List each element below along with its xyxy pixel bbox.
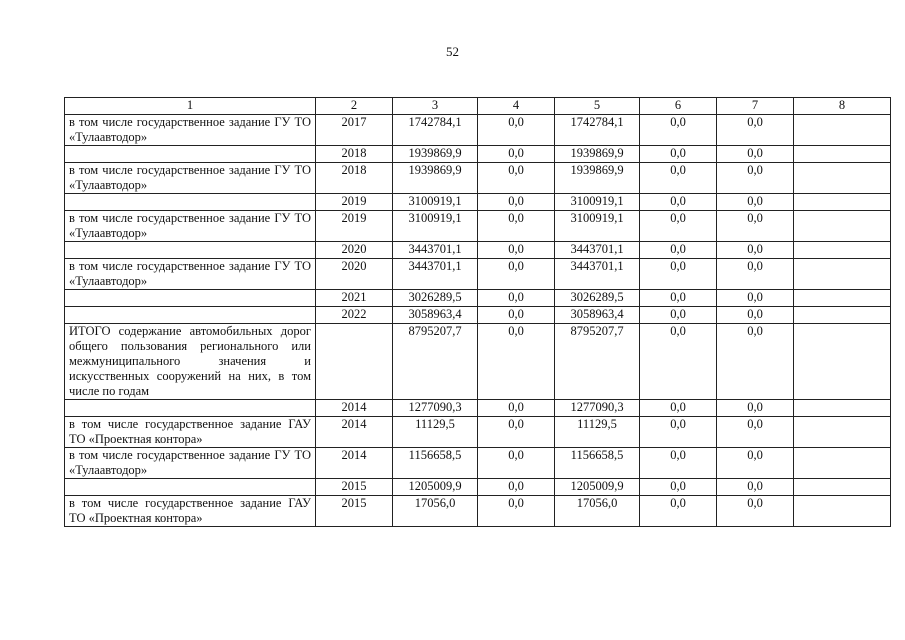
- table-row: [65, 290, 891, 307]
- row-description: в том числе государственное задание ГУ ТО «Тулаавтодор»: [65, 163, 316, 194]
- cell-col6: 0,0: [640, 211, 717, 242]
- column-number-row: [65, 98, 891, 115]
- cell-col6: 0,0: [640, 496, 717, 527]
- column-header-2: 2: [316, 98, 393, 115]
- cell-col7: 0,0: [717, 400, 794, 417]
- cell-col4: 0,0: [478, 259, 555, 290]
- table-row: [65, 400, 891, 417]
- cell-col7: 0,0: [717, 324, 794, 400]
- column-header-3: 3: [393, 98, 478, 115]
- row-year: 2019: [316, 194, 393, 211]
- row-year: [316, 324, 393, 400]
- row-description: [65, 146, 316, 163]
- cell-col8: [794, 448, 891, 479]
- cell-col4: 0,0: [478, 448, 555, 479]
- table-row: [65, 211, 891, 242]
- row-description: [65, 400, 316, 417]
- cell-col8: [794, 496, 891, 527]
- row-year: 2020: [316, 259, 393, 290]
- row-year: 2022: [316, 307, 393, 324]
- cell-col3: 1277090,3: [393, 400, 478, 417]
- cell-col7: 0,0: [717, 163, 794, 194]
- table-row: [65, 163, 891, 194]
- cell-col4: 0,0: [478, 307, 555, 324]
- row-description: в том числе государственное задание ГАУ ТО «Проектная контора»: [65, 417, 316, 448]
- row-description: ИТОГО содержание автомобильных дорог общего пользования регионального или межмуниципального значения и искусственных сооружений на них, в том числе по годам: [65, 324, 316, 400]
- table-row: [65, 479, 891, 496]
- row-year: 2018: [316, 146, 393, 163]
- cell-col4: 0,0: [478, 417, 555, 448]
- cell-col6: 0,0: [640, 290, 717, 307]
- cell-col6: 0,0: [640, 479, 717, 496]
- row-description: в том числе государственное задание ГУ ТО «Тулаавтодор»: [65, 448, 316, 479]
- cell-col4: 0,0: [478, 290, 555, 307]
- cell-col5: 3100919,1: [555, 211, 640, 242]
- table-row: [65, 146, 891, 163]
- table-row: [65, 417, 891, 448]
- cell-col6: 0,0: [640, 324, 717, 400]
- cell-col7: 0,0: [717, 417, 794, 448]
- table-row: [65, 324, 891, 400]
- cell-col5: 1742784,1: [555, 115, 640, 146]
- cell-col3: 11129,5: [393, 417, 478, 448]
- cell-col5: 3058963,4: [555, 307, 640, 324]
- cell-col5: 3100919,1: [555, 194, 640, 211]
- cell-col8: [794, 290, 891, 307]
- row-year: 2021: [316, 290, 393, 307]
- table-row: [65, 115, 891, 146]
- cell-col6: 0,0: [640, 307, 717, 324]
- cell-col5: 8795207,7: [555, 324, 640, 400]
- cell-col5: 1939869,9: [555, 146, 640, 163]
- cell-col8: [794, 163, 891, 194]
- cell-col6: 0,0: [640, 115, 717, 146]
- cell-col5: 3443701,1: [555, 259, 640, 290]
- cell-col8: [794, 479, 891, 496]
- cell-col6: 0,0: [640, 242, 717, 259]
- column-header-4: 4: [478, 98, 555, 115]
- row-description: в том числе государственное задание ГУ ТО «Тулаавтодор»: [65, 115, 316, 146]
- cell-col5: 1277090,3: [555, 400, 640, 417]
- table-row: [65, 259, 891, 290]
- budget-table: [64, 97, 891, 527]
- cell-col3: 17056,0: [393, 496, 478, 527]
- cell-col3: 1939869,9: [393, 163, 478, 194]
- page-number: 52: [446, 44, 459, 59]
- cell-col3: 1156658,5: [393, 448, 478, 479]
- table-row: [65, 194, 891, 211]
- cell-col7: 0,0: [717, 115, 794, 146]
- row-year: 2017: [316, 115, 393, 146]
- cell-col7: 0,0: [717, 307, 794, 324]
- cell-col7: 0,0: [717, 259, 794, 290]
- row-year: 2020: [316, 242, 393, 259]
- cell-col6: 0,0: [640, 400, 717, 417]
- row-year: 2015: [316, 479, 393, 496]
- row-year: 2018: [316, 163, 393, 194]
- table-row: [65, 448, 891, 479]
- row-description: в том числе государственное задание ГУ ТО «Тулаавтодор»: [65, 259, 316, 290]
- cell-col3: 1742784,1: [393, 115, 478, 146]
- row-year: 2014: [316, 400, 393, 417]
- cell-col4: 0,0: [478, 324, 555, 400]
- cell-col7: 0,0: [717, 211, 794, 242]
- cell-col4: 0,0: [478, 115, 555, 146]
- row-description: [65, 242, 316, 259]
- cell-col8: [794, 324, 891, 400]
- row-description: [65, 479, 316, 496]
- row-description: [65, 194, 316, 211]
- cell-col5: 1156658,5: [555, 448, 640, 479]
- cell-col3: 3058963,4: [393, 307, 478, 324]
- table-row: [65, 242, 891, 259]
- cell-col7: 0,0: [717, 479, 794, 496]
- cell-col7: 0,0: [717, 448, 794, 479]
- cell-col3: 1939869,9: [393, 146, 478, 163]
- cell-col6: 0,0: [640, 146, 717, 163]
- cell-col5: 17056,0: [555, 496, 640, 527]
- cell-col5: 3443701,1: [555, 242, 640, 259]
- cell-col5: 1939869,9: [555, 163, 640, 194]
- row-description: [65, 307, 316, 324]
- row-year: 2015: [316, 496, 393, 527]
- cell-col3: 3443701,1: [393, 259, 478, 290]
- row-description: [65, 290, 316, 307]
- row-year: 2014: [316, 417, 393, 448]
- cell-col4: 0,0: [478, 211, 555, 242]
- cell-col5: 11129,5: [555, 417, 640, 448]
- cell-col3: 3026289,5: [393, 290, 478, 307]
- column-header-5: 5: [555, 98, 640, 115]
- cell-col8: [794, 259, 891, 290]
- cell-col4: 0,0: [478, 163, 555, 194]
- cell-col4: 0,0: [478, 146, 555, 163]
- cell-col8: [794, 146, 891, 163]
- cell-col8: [794, 194, 891, 211]
- cell-col4: 0,0: [478, 479, 555, 496]
- cell-col3: 3100919,1: [393, 194, 478, 211]
- cell-col8: [794, 211, 891, 242]
- cell-col4: 0,0: [478, 194, 555, 211]
- cell-col3: 1205009,9: [393, 479, 478, 496]
- cell-col6: 0,0: [640, 417, 717, 448]
- cell-col5: 1205009,9: [555, 479, 640, 496]
- cell-col7: 0,0: [717, 242, 794, 259]
- cell-col8: [794, 400, 891, 417]
- column-header-6: 6: [640, 98, 717, 115]
- column-header-7: 7: [717, 98, 794, 115]
- cell-col6: 0,0: [640, 163, 717, 194]
- cell-col3: 3443701,1: [393, 242, 478, 259]
- cell-col4: 0,0: [478, 496, 555, 527]
- cell-col8: [794, 307, 891, 324]
- column-header-1: 1: [65, 98, 316, 115]
- row-year: 2014: [316, 448, 393, 479]
- row-description: в том числе государственное задание ГАУ ТО «Проектная контора»: [65, 496, 316, 527]
- cell-col7: 0,0: [717, 496, 794, 527]
- table-row: [65, 496, 891, 527]
- cell-col6: 0,0: [640, 448, 717, 479]
- row-year: 2019: [316, 211, 393, 242]
- cell-col7: 0,0: [717, 146, 794, 163]
- cell-col8: [794, 115, 891, 146]
- cell-col4: 0,0: [478, 242, 555, 259]
- cell-col6: 0,0: [640, 259, 717, 290]
- cell-col8: [794, 242, 891, 259]
- cell-col7: 0,0: [717, 194, 794, 211]
- cell-col7: 0,0: [717, 290, 794, 307]
- row-description: в том числе государственное задание ГУ ТО «Тулаавтодор»: [65, 211, 316, 242]
- cell-col8: [794, 417, 891, 448]
- column-header-8: 8: [794, 98, 891, 115]
- cell-col3: 8795207,7: [393, 324, 478, 400]
- table-row: [65, 307, 891, 324]
- cell-col5: 3026289,5: [555, 290, 640, 307]
- cell-col6: 0,0: [640, 194, 717, 211]
- cell-col4: 0,0: [478, 400, 555, 417]
- table-body: [65, 115, 891, 527]
- cell-col3: 3100919,1: [393, 211, 478, 242]
